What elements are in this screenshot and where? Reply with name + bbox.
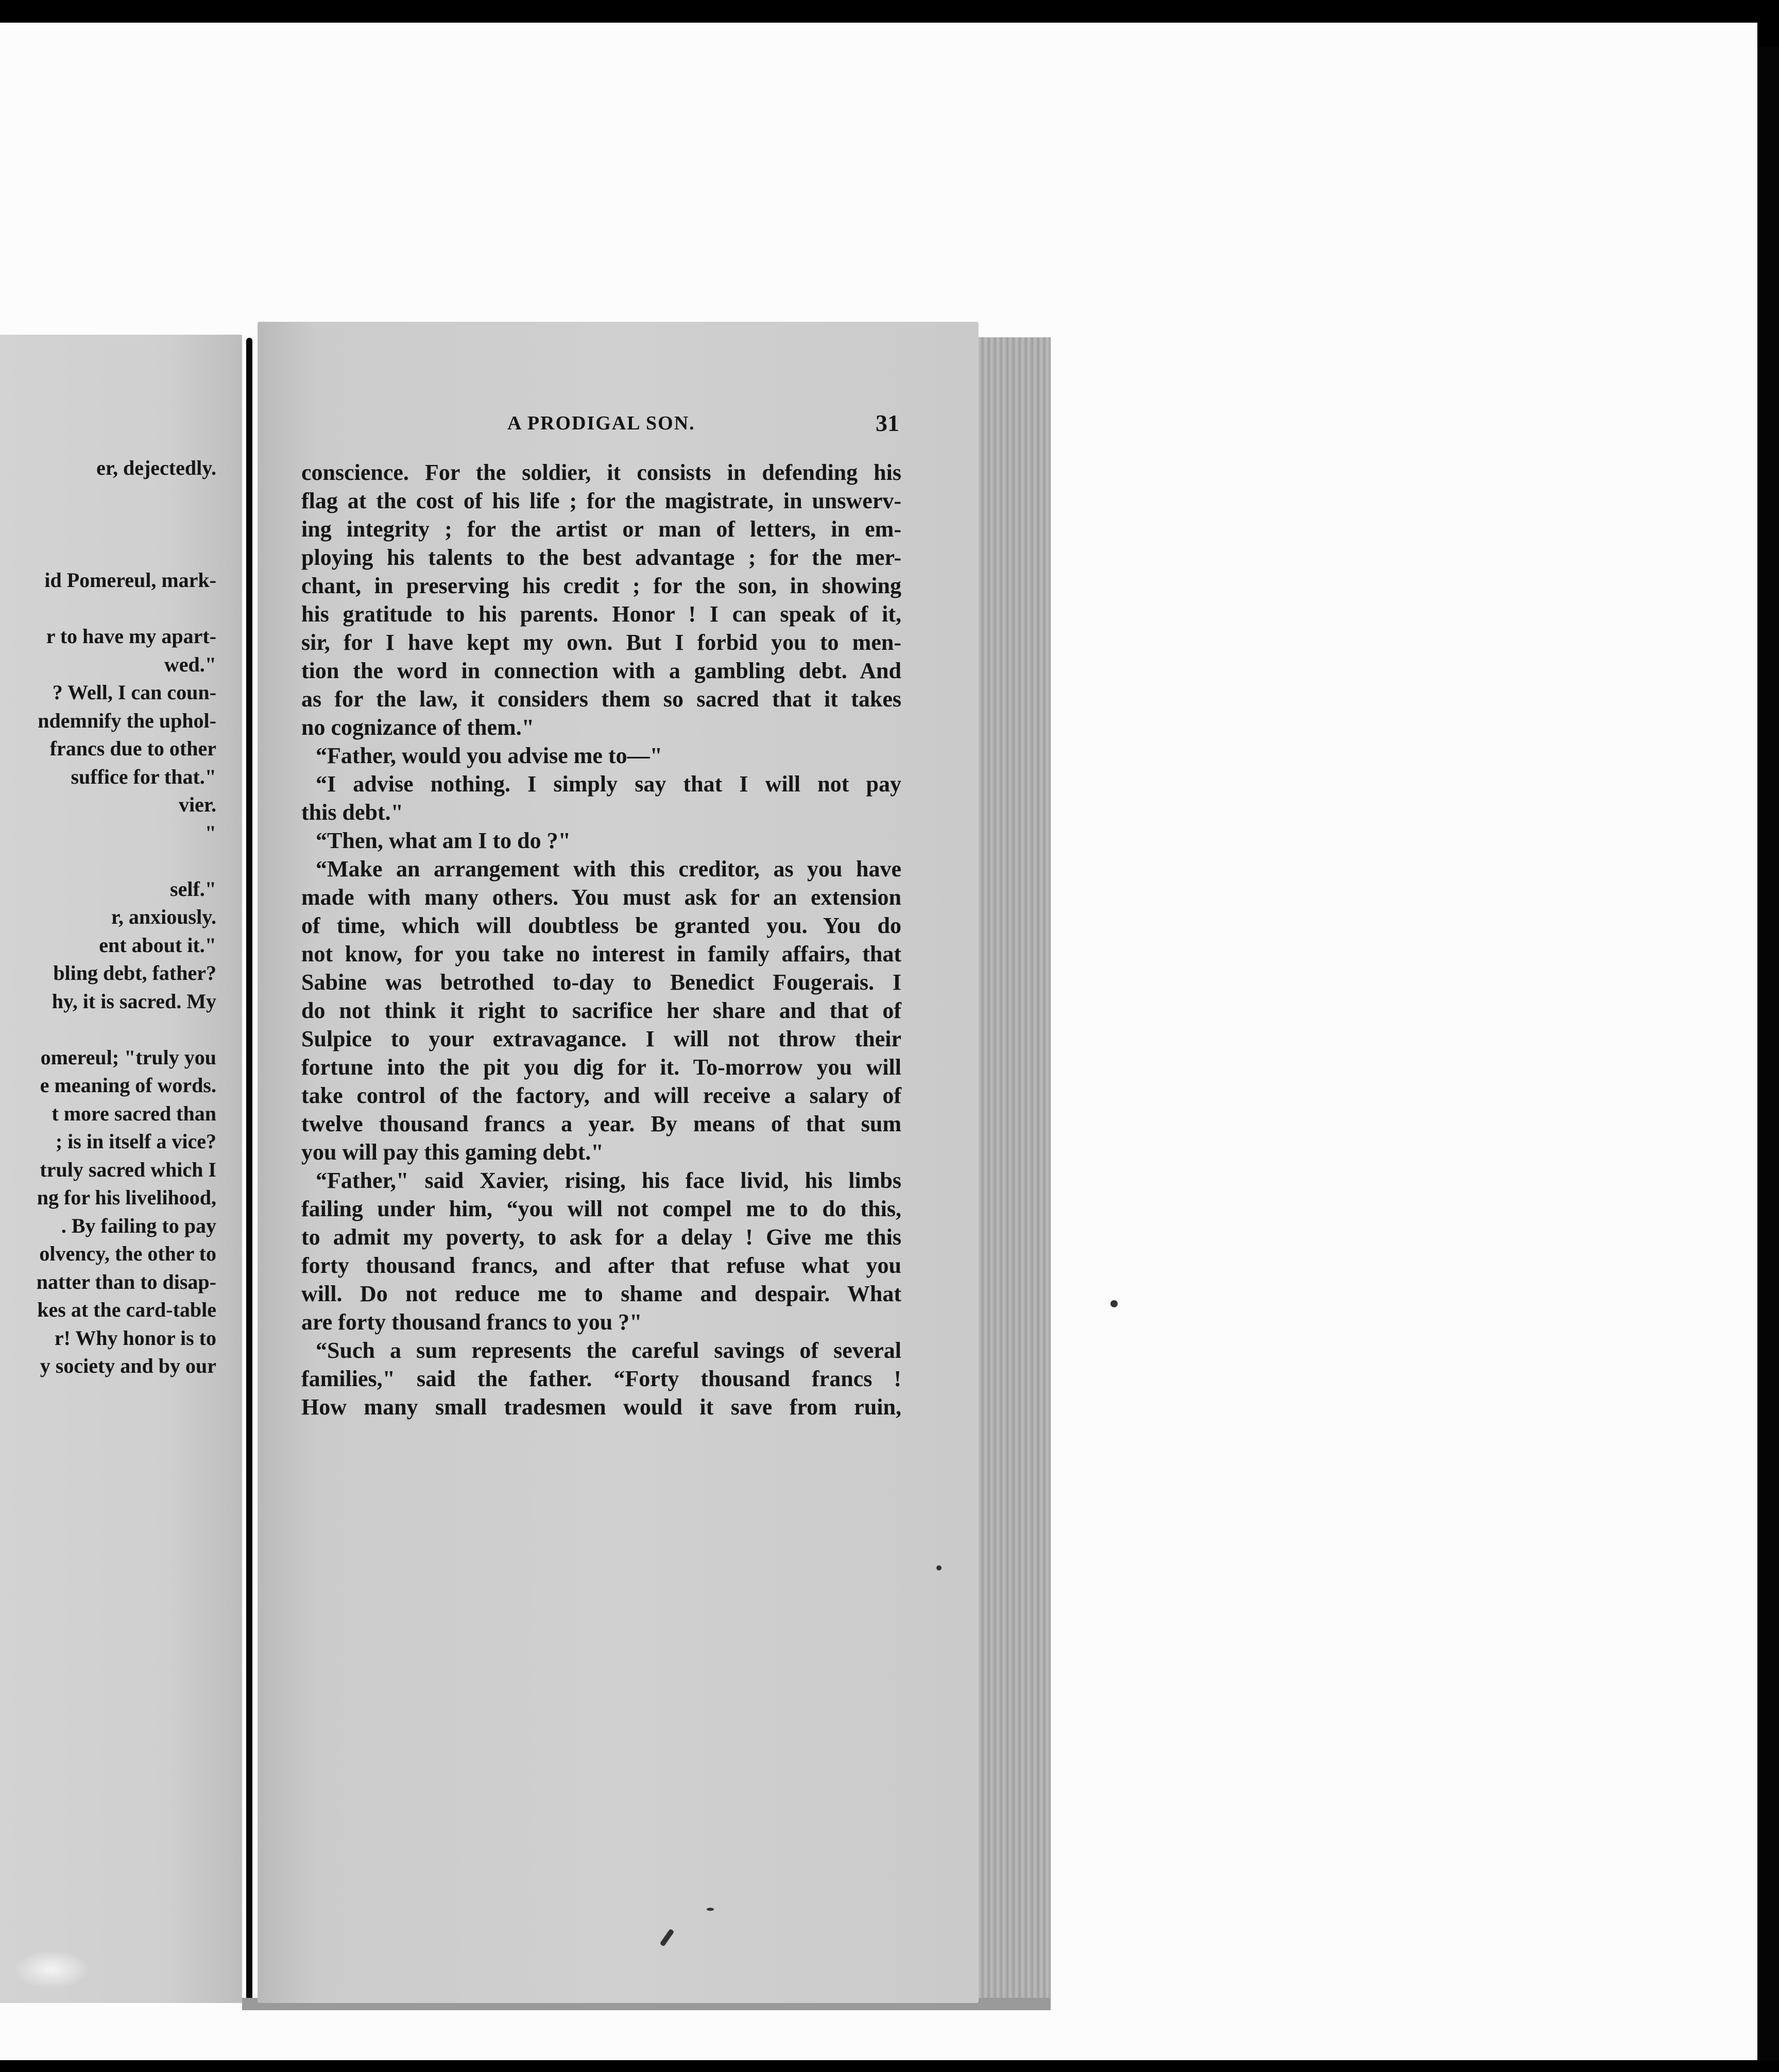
text-line: are forty thousand francs to you ?" xyxy=(301,1309,642,1335)
left-page-line: kes at the card-table xyxy=(37,1298,216,1321)
left-page-line: r, anxiously. xyxy=(111,905,216,928)
left-page-line: ; is in itself a vice? xyxy=(55,1130,216,1153)
text-line: “Father," said Xavier, rising, his face livid, his limbs xyxy=(316,1168,901,1193)
text-line: take control of the factory, and will receive a salary of xyxy=(301,1083,901,1108)
text-line: ing integrity ; for the artist or man of letters, in em- xyxy=(301,516,901,542)
scan-top-border xyxy=(0,0,1779,23)
text-line: “Then, what am I to do ?" xyxy=(316,828,571,853)
left-page-line: suffice for that." xyxy=(71,765,216,788)
text-line: fortune into the pit you dig for it. To-morrow you will xyxy=(301,1055,901,1080)
paper-smudge xyxy=(15,1952,88,1988)
left-page-line: er, dejectedly. xyxy=(96,456,216,479)
text-line: this debt." xyxy=(301,800,404,825)
text-line: you will pay this gaming debt." xyxy=(301,1139,604,1165)
left-page-line: " xyxy=(204,821,216,844)
left-page-line: wed." xyxy=(164,652,216,676)
text-line: twelve thousand francs a year. By means of that sum xyxy=(301,1111,901,1136)
text-line: not know, for you take no interest in family affairs, that xyxy=(301,941,901,966)
scan-right-border xyxy=(1757,46,1779,2072)
text-line: his gratitude to his parents. Honor ! I can speak of it, xyxy=(301,601,901,627)
left-page-line: natter than to disap- xyxy=(36,1270,216,1293)
text-line: “Such a sum represents the careful savings of several xyxy=(316,1338,901,1363)
text-line: of time, which will doubtless be granted you. You do xyxy=(301,913,901,938)
left-page-line: . By failing to pay xyxy=(61,1214,216,1237)
text-line: “Father, would you advise me to—" xyxy=(316,743,663,768)
left-page-line: truly sacred which I xyxy=(40,1158,216,1181)
text-line: failing under him, “you will not compel me to do this, xyxy=(301,1196,901,1221)
text-line: sir, for I have kept my own. But I forbid you to men- xyxy=(301,630,901,655)
text-line: Sabine was betrothed to-day to Benedict Fougerais. I xyxy=(301,970,901,995)
text-line: no cognizance of them." xyxy=(301,715,535,740)
right-page-body-text xyxy=(301,458,901,1421)
text-line: tion the word in connection with a gambling debt. And xyxy=(301,658,901,683)
left-page-line: ndemnify the uphol- xyxy=(38,709,216,732)
text-line: to admit my poverty, to ask for a delay ! Give me this xyxy=(301,1224,901,1250)
text-line: will. Do not reduce me to shame and despair. What xyxy=(301,1281,901,1306)
left-page-line: hy, it is sacred. My xyxy=(52,989,216,1013)
stray-ink-mark xyxy=(936,1565,942,1570)
scan-bottom-border xyxy=(0,2061,1779,2072)
text-line: chant, in preserving his credit ; for the son, in showing xyxy=(301,573,901,598)
left-page-line: omereul; "truly you xyxy=(40,1045,216,1069)
stray-ink-mark xyxy=(707,1908,714,1911)
page-stack-edges xyxy=(976,337,1051,1998)
text-line: “I advise nothing. I simply say that I will not pay xyxy=(316,771,901,797)
text-line: conscience. For the soldier, it consists in defending his xyxy=(301,460,901,485)
left-page xyxy=(0,335,242,2003)
text-line: as for the law, it considers them so sacred that it takes xyxy=(301,686,901,712)
stray-ink-mark xyxy=(1110,1300,1118,1307)
left-page-line: self." xyxy=(170,877,216,901)
left-page-line: t more sacred than xyxy=(52,1101,216,1125)
text-line: ploying his talents to the best advantage ; for the mer- xyxy=(301,545,901,570)
left-page-line: ent about it." xyxy=(99,933,216,957)
page-number: 31 xyxy=(876,410,899,436)
left-page-line: y society and by our xyxy=(40,1354,216,1377)
left-page-line: ng for his livelihood, xyxy=(37,1186,216,1209)
left-page-line: francs due to other xyxy=(49,737,216,760)
book-gutter xyxy=(246,338,252,2001)
text-line: How many small tradesmen would it save from ruin, xyxy=(301,1394,901,1420)
left-page-line: r! Why honor is to xyxy=(54,1326,216,1350)
text-line: families," said the father. “Forty thousand francs ! xyxy=(301,1366,901,1391)
text-line: Sulpice to your extravagance. I will not throw their xyxy=(301,1026,901,1051)
text-line: flag at the cost of his life ; for the magistrate, in unswerv- xyxy=(301,488,901,513)
left-page-line: ? Well, I can coun- xyxy=(52,681,216,704)
left-page-line: id Pomereul, mark- xyxy=(44,568,216,592)
left-page-line: bling debt, father? xyxy=(53,961,216,985)
left-page-line: e meaning of words. xyxy=(40,1074,216,1097)
left-page-line: olvency, the other to xyxy=(39,1242,216,1265)
left-page-line: vier. xyxy=(179,793,216,816)
running-header: A PRODIGAL SON. xyxy=(507,412,695,434)
text-line: “Make an arrangement with this creditor, as you have xyxy=(316,856,901,882)
text-line: forty thousand francs, and after that refuse what you xyxy=(301,1253,901,1278)
text-line: do not think it right to sacrifice her share and that of xyxy=(301,998,901,1023)
text-line: made with many others. You must ask for an extension xyxy=(301,885,901,910)
left-page-line: r to have my apart- xyxy=(46,625,216,648)
